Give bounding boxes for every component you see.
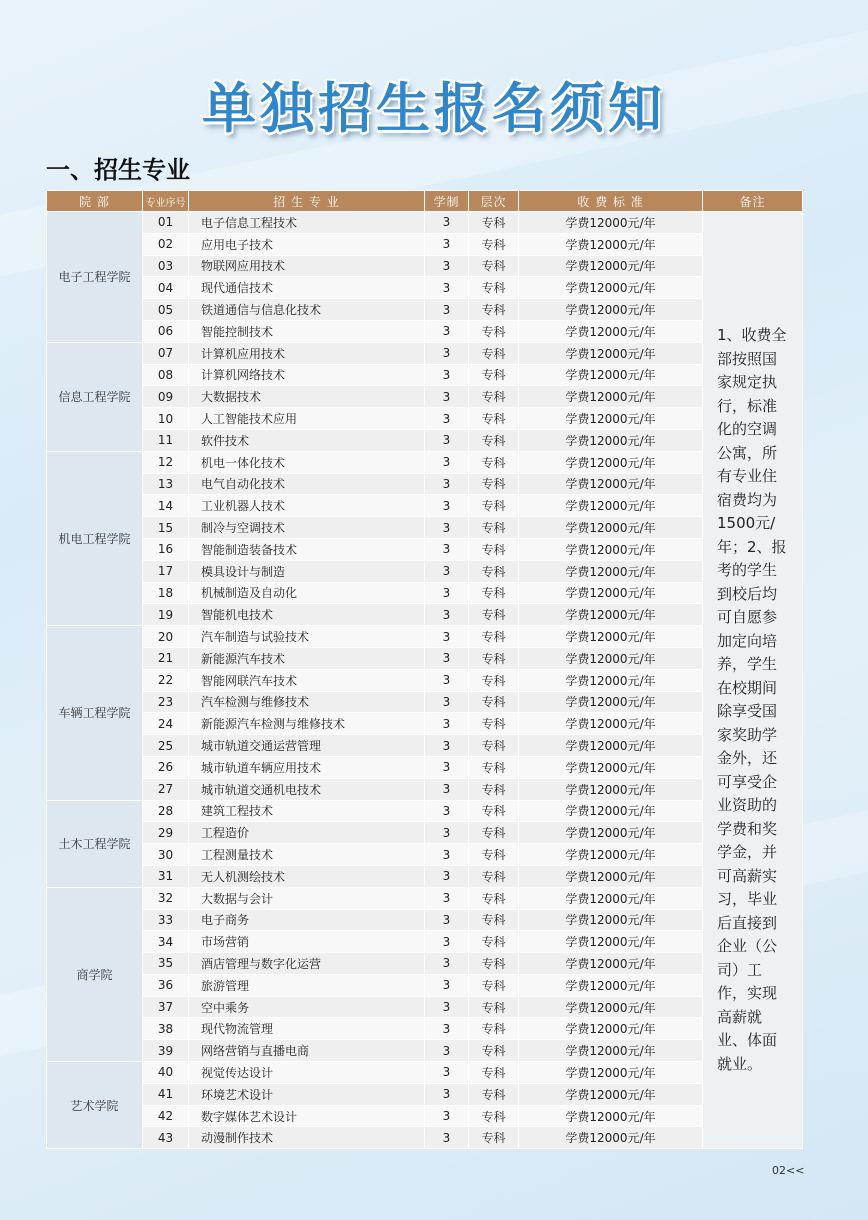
serial-cell: 33 [143,909,189,931]
major-cell: 电子商务 [189,909,425,931]
major-cell: 制冷与空调技术 [189,517,425,539]
years-cell: 3 [425,1127,469,1149]
major-cell: 汽车制造与试验技术 [189,626,425,648]
major-cell: 计算机应用技术 [189,342,425,364]
fee-cell: 学费12000元/年 [519,691,703,713]
serial-cell: 12 [143,451,189,473]
level-cell: 专科 [469,909,519,931]
level-cell: 专科 [469,996,519,1018]
serial-cell: 28 [143,800,189,822]
fee-cell: 学费12000元/年 [519,887,703,909]
table-row [47,255,803,277]
level-cell: 专科 [469,865,519,887]
level-cell: 专科 [469,931,519,953]
years-cell: 3 [425,756,469,778]
fee-cell: 学费12000元/年 [519,255,703,277]
years-cell: 3 [425,1105,469,1127]
header-major: 招 生 专 业 [189,191,425,212]
table-row [47,451,803,473]
major-cell: 网络营销与直播电商 [189,1040,425,1062]
major-cell: 智能控制技术 [189,320,425,342]
serial-cell: 32 [143,887,189,909]
years-cell: 3 [425,233,469,255]
fee-cell: 学费12000元/年 [519,735,703,757]
years-cell: 3 [425,1018,469,1040]
header-department: 院 部 [47,191,143,212]
level-cell: 专科 [469,844,519,866]
major-cell: 计算机网络技术 [189,364,425,386]
level-cell: 专科 [469,756,519,778]
table-row [47,1062,803,1084]
table-row [47,626,803,648]
years-cell: 3 [425,953,469,975]
major-cell: 旅游管理 [189,974,425,996]
level-cell: 专科 [469,1062,519,1084]
fee-cell: 学费12000元/年 [519,626,703,648]
major-cell: 智能机电技术 [189,604,425,626]
table-row [47,538,803,560]
serial-cell: 41 [143,1083,189,1105]
table-row [47,277,803,299]
level-cell: 专科 [469,1127,519,1149]
fee-cell: 学费12000元/年 [519,538,703,560]
serial-cell: 11 [143,429,189,451]
fee-cell: 学费12000元/年 [519,669,703,691]
level-cell: 专科 [469,887,519,909]
major-cell: 大数据技术 [189,386,425,408]
table-body [47,212,803,1149]
level-cell: 专科 [469,1083,519,1105]
serial-cell: 17 [143,560,189,582]
fee-cell: 学费12000元/年 [519,1127,703,1149]
years-cell: 3 [425,887,469,909]
table-row [47,713,803,735]
level-cell: 专科 [469,538,519,560]
level-cell: 专科 [469,822,519,844]
level-cell: 专科 [469,212,519,234]
years-cell: 3 [425,647,469,669]
major-cell: 大数据与会计 [189,887,425,909]
serial-cell: 05 [143,299,189,321]
department-cell: 土木工程学院 [47,800,143,887]
major-cell: 智能制造装备技术 [189,538,425,560]
section-heading: 一、招生专业 [46,156,190,184]
page-title: 单独招生报名须知 [202,76,666,140]
fee-cell: 学费12000元/年 [519,212,703,234]
level-cell: 专科 [469,953,519,975]
fee-cell: 学费12000元/年 [519,756,703,778]
major-cell: 建筑工程技术 [189,800,425,822]
fee-cell: 学费12000元/年 [519,647,703,669]
major-cell: 电气自动化技术 [189,473,425,495]
table-row [47,1018,803,1040]
years-cell: 3 [425,974,469,996]
fee-cell: 学费12000元/年 [519,974,703,996]
serial-cell: 40 [143,1062,189,1084]
level-cell: 专科 [469,517,519,539]
level-cell: 专科 [469,299,519,321]
serial-cell: 25 [143,735,189,757]
level-cell: 专科 [469,408,519,430]
years-cell: 3 [425,713,469,735]
fee-cell: 学费12000元/年 [519,953,703,975]
table-row [47,669,803,691]
table-row [47,408,803,430]
major-cell: 智能网联汽车技术 [189,669,425,691]
serial-cell: 03 [143,255,189,277]
years-cell: 3 [425,495,469,517]
years-cell: 3 [425,626,469,648]
fee-cell: 学费12000元/年 [519,233,703,255]
serial-cell: 07 [143,342,189,364]
fee-cell: 学费12000元/年 [519,865,703,887]
serial-cell: 26 [143,756,189,778]
fee-cell: 学费12000元/年 [519,996,703,1018]
table-row [47,844,803,866]
level-cell: 专科 [469,429,519,451]
years-cell: 3 [425,582,469,604]
major-cell: 现代通信技术 [189,277,425,299]
table-row [47,1083,803,1105]
table-row [47,320,803,342]
years-cell: 3 [425,909,469,931]
serial-cell: 13 [143,473,189,495]
serial-cell: 01 [143,212,189,234]
table-row [47,778,803,800]
years-cell: 3 [425,429,469,451]
level-cell: 专科 [469,364,519,386]
years-cell: 3 [425,212,469,234]
major-cell: 机械制造及自动化 [189,582,425,604]
department-cell: 车辆工程学院 [47,626,143,800]
table-row [47,473,803,495]
table-row [47,582,803,604]
serial-cell: 09 [143,386,189,408]
fee-cell: 学费12000元/年 [519,1018,703,1040]
department-cell: 电子工程学院 [47,212,143,343]
serial-cell: 29 [143,822,189,844]
serial-cell: 08 [143,364,189,386]
table-row [47,887,803,909]
years-cell: 3 [425,451,469,473]
table-row [47,212,803,234]
table-row [47,691,803,713]
major-cell: 模具设计与制造 [189,560,425,582]
table-row [47,647,803,669]
fee-cell: 学费12000元/年 [519,713,703,735]
table-row [47,299,803,321]
serial-cell: 39 [143,1040,189,1062]
major-cell: 酒店管理与数字化运营 [189,953,425,975]
fee-cell: 学费12000元/年 [519,844,703,866]
years-cell: 3 [425,560,469,582]
table-row [47,495,803,517]
major-cell: 城市轨道车辆应用技术 [189,756,425,778]
level-cell: 专科 [469,320,519,342]
years-cell: 3 [425,669,469,691]
serial-cell: 10 [143,408,189,430]
years-cell: 3 [425,800,469,822]
serial-cell: 16 [143,538,189,560]
fee-cell: 学费12000元/年 [519,364,703,386]
serial-cell: 38 [143,1018,189,1040]
level-cell: 专科 [469,582,519,604]
major-cell: 城市轨道交通运营管理 [189,735,425,757]
serial-cell: 35 [143,953,189,975]
years-cell: 3 [425,844,469,866]
header-note: 备注 [703,191,803,212]
major-cell: 电子信息工程技术 [189,212,425,234]
major-cell: 软件技术 [189,429,425,451]
fee-cell: 学费12000元/年 [519,560,703,582]
department-cell: 商学院 [47,887,143,1061]
table-row [47,996,803,1018]
table-row [47,756,803,778]
major-cell: 环境艺术设计 [189,1083,425,1105]
serial-cell: 24 [143,713,189,735]
major-cell: 物联网应用技术 [189,255,425,277]
years-cell: 3 [425,364,469,386]
fee-cell: 学费12000元/年 [519,429,703,451]
years-cell: 3 [425,255,469,277]
level-cell: 专科 [469,713,519,735]
serial-cell: 42 [143,1105,189,1127]
level-cell: 专科 [469,342,519,364]
table-row [47,342,803,364]
fee-cell: 学费12000元/年 [519,408,703,430]
serial-cell: 14 [143,495,189,517]
serial-cell: 02 [143,233,189,255]
fee-cell: 学费12000元/年 [519,1083,703,1105]
major-cell: 人工智能技术应用 [189,408,425,430]
fee-cell: 学费12000元/年 [519,320,703,342]
years-cell: 3 [425,277,469,299]
serial-cell: 18 [143,582,189,604]
level-cell: 专科 [469,495,519,517]
years-cell: 3 [425,691,469,713]
majors-table [46,190,803,1149]
serial-cell: 31 [143,865,189,887]
level-cell: 专科 [469,604,519,626]
major-cell: 铁道通信与信息化技术 [189,299,425,321]
years-cell: 3 [425,865,469,887]
level-cell: 专科 [469,277,519,299]
major-cell: 工程造价 [189,822,425,844]
department-cell: 机电工程学院 [47,451,143,625]
level-cell: 专科 [469,691,519,713]
years-cell: 3 [425,1040,469,1062]
years-cell: 3 [425,1083,469,1105]
table-row [47,364,803,386]
fee-cell: 学费12000元/年 [519,517,703,539]
level-cell: 专科 [469,778,519,800]
department-cell: 艺术学院 [47,1062,143,1149]
years-cell: 3 [425,517,469,539]
table-row [47,1040,803,1062]
level-cell: 专科 [469,473,519,495]
years-cell: 3 [425,538,469,560]
years-cell: 3 [425,735,469,757]
level-cell: 专科 [469,647,519,669]
serial-cell: 21 [143,647,189,669]
fee-cell: 学费12000元/年 [519,931,703,953]
table-row [47,800,803,822]
table-row [47,953,803,975]
fee-cell: 学费12000元/年 [519,822,703,844]
fee-cell: 学费12000元/年 [519,1105,703,1127]
fee-cell: 学费12000元/年 [519,386,703,408]
table-row [47,735,803,757]
page-number: 02<< [772,1164,805,1177]
header-years: 学制 [425,191,469,212]
serial-cell: 20 [143,626,189,648]
fee-cell: 学费12000元/年 [519,473,703,495]
level-cell: 专科 [469,386,519,408]
fee-cell: 学费12000元/年 [519,1062,703,1084]
fee-cell: 学费12000元/年 [519,299,703,321]
serial-cell: 23 [143,691,189,713]
major-cell: 视觉传达设计 [189,1062,425,1084]
fee-cell: 学费12000元/年 [519,495,703,517]
years-cell: 3 [425,408,469,430]
table-row [47,822,803,844]
major-cell: 现代物流管理 [189,1018,425,1040]
level-cell: 专科 [469,1018,519,1040]
department-cell: 信息工程学院 [47,342,143,451]
fee-cell: 学费12000元/年 [519,800,703,822]
level-cell: 专科 [469,233,519,255]
major-cell: 动漫制作技术 [189,1127,425,1149]
table-row [47,517,803,539]
level-cell: 专科 [469,1040,519,1062]
table-row [47,1127,803,1149]
years-cell: 3 [425,299,469,321]
level-cell: 专科 [469,451,519,473]
years-cell: 3 [425,778,469,800]
serial-cell: 34 [143,931,189,953]
header-fee: 收 费 标 准 [519,191,703,212]
major-cell: 新能源汽车技术 [189,647,425,669]
table-row [47,931,803,953]
years-cell: 3 [425,342,469,364]
table-row [47,909,803,931]
level-cell: 专科 [469,974,519,996]
fee-cell: 学费12000元/年 [519,451,703,473]
years-cell: 3 [425,473,469,495]
years-cell: 3 [425,822,469,844]
table-row [47,233,803,255]
table-row [47,604,803,626]
major-cell: 机电一体化技术 [189,451,425,473]
table-row [47,974,803,996]
major-cell: 工程测量技术 [189,844,425,866]
fee-cell: 学费12000元/年 [519,1040,703,1062]
major-cell: 市场营销 [189,931,425,953]
serial-cell: 30 [143,844,189,866]
serial-cell: 06 [143,320,189,342]
major-cell: 无人机测绘技术 [189,865,425,887]
fee-cell: 学费12000元/年 [519,582,703,604]
serial-cell: 36 [143,974,189,996]
major-cell: 城市轨道交通机电技术 [189,778,425,800]
level-cell: 专科 [469,255,519,277]
header-level: 层次 [469,191,519,212]
serial-cell: 19 [143,604,189,626]
major-cell: 应用电子技术 [189,233,425,255]
serial-cell: 43 [143,1127,189,1149]
level-cell: 专科 [469,560,519,582]
major-cell: 空中乘务 [189,996,425,1018]
table-row [47,1105,803,1127]
serial-cell: 22 [143,669,189,691]
years-cell: 3 [425,996,469,1018]
serial-cell: 04 [143,277,189,299]
years-cell: 3 [425,1062,469,1084]
level-cell: 专科 [469,800,519,822]
note-cell: 1、收费全部按照国家规定执行，标准化的空调公寓，所有专业住宿费均为1500元/年；2、报考的学生到校后均可自愿参加定向培养，学生在校期间除享受国家奖助学金外，还可享受企业资助的学费和奖学金，并可高薪实习，毕业后直接到企业（公司）工作，实现高薪就业、体面就业。 [703,212,803,1149]
major-cell: 工业机器人技术 [189,495,425,517]
table-row [47,386,803,408]
years-cell: 3 [425,604,469,626]
table-row [47,560,803,582]
serial-cell: 27 [143,778,189,800]
level-cell: 专科 [469,1105,519,1127]
table-row [47,865,803,887]
major-cell: 汽车检测与维修技术 [189,691,425,713]
fee-cell: 学费12000元/年 [519,342,703,364]
fee-cell: 学费12000元/年 [519,909,703,931]
fee-cell: 学费12000元/年 [519,778,703,800]
years-cell: 3 [425,931,469,953]
table-row [47,429,803,451]
table-header-row [47,191,803,212]
fee-cell: 学费12000元/年 [519,604,703,626]
major-cell: 数字媒体艺术设计 [189,1105,425,1127]
years-cell: 3 [425,320,469,342]
serial-cell: 37 [143,996,189,1018]
major-cell: 新能源汽车检测与维修技术 [189,713,425,735]
years-cell: 3 [425,386,469,408]
fee-cell: 学费12000元/年 [519,277,703,299]
level-cell: 专科 [469,735,519,757]
level-cell: 专科 [469,669,519,691]
serial-cell: 15 [143,517,189,539]
header-serial: 专业序号 [143,191,189,212]
level-cell: 专科 [469,626,519,648]
